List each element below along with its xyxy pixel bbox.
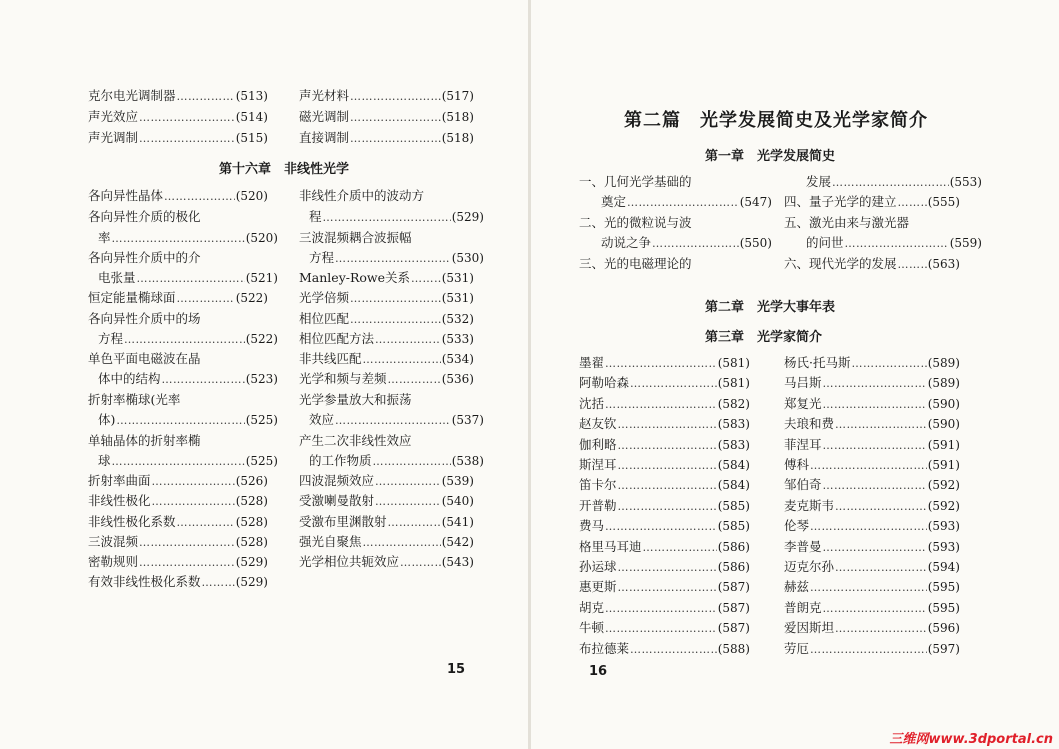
toc-entry[interactable]: 的问世 …………………………………………………………………………………………………………… (559) xyxy=(784,233,982,251)
toc-entry[interactable] xyxy=(88,128,268,146)
toc-entry-title: 孙运球 xyxy=(579,559,617,574)
toc-entry[interactable]: 强光自聚焦 …………………………………………………………………………………………………………… (542) xyxy=(299,532,474,550)
toc-entry[interactable] xyxy=(579,537,750,555)
toc-entry[interactable] xyxy=(784,577,960,595)
toc-entry-title: 爱因斯坦 xyxy=(784,620,835,636)
leader-dots xyxy=(618,500,717,513)
leader-dots xyxy=(618,561,717,574)
toc-entry-title: 声光材料 xyxy=(299,88,350,103)
toc-entry-title: 伦琴 xyxy=(784,518,810,534)
toc-entry[interactable] xyxy=(784,516,960,534)
toc-entry[interactable]: 相位匹配 …………………………………………………………………………………………………………… (532) xyxy=(299,309,474,327)
chapter-16-heading: 第十六章 非线性光学 xyxy=(219,162,350,177)
toc-entry-line: 非线性介质中的波动方 xyxy=(299,188,425,203)
toc-entry-page: (515) xyxy=(235,131,268,145)
leader-dots xyxy=(823,398,927,411)
toc-entry-page: (583) xyxy=(717,417,750,432)
toc-entry[interactable]: 动说之争 …………………………………………………………………………………………………………… (550) xyxy=(579,233,772,251)
toc-entry[interactable]: Manley-Rowe关系 …………………………………………………………………………………………………………… (531) xyxy=(299,268,474,286)
toc-entry-page: (592) xyxy=(927,478,960,493)
leader-dots xyxy=(835,500,927,513)
toc-entry-line: 一、几何光学基础的 xyxy=(579,174,692,189)
toc-entry[interactable] xyxy=(579,455,750,473)
leader-dots xyxy=(618,439,717,452)
toc-entry-page: (593) xyxy=(927,539,960,554)
toc-entry[interactable] xyxy=(299,107,474,125)
leader-dots xyxy=(350,111,441,124)
toc-entry[interactable] xyxy=(784,618,960,636)
toc-entry[interactable]: 恒定能量椭球面 …………………………………………………………………………………………………………… (522) xyxy=(88,288,268,306)
chapter-1-heading: 第一章 光学发展简史 xyxy=(705,149,836,164)
toc-entry-page: (595) xyxy=(927,600,960,615)
toc-entry-title: 声光效应 xyxy=(88,109,139,124)
toc-entry-page: (582) xyxy=(717,396,750,411)
toc-entry[interactable] xyxy=(784,537,960,555)
toc-entry-line: 各向异性介质中的场 xyxy=(88,311,201,326)
leader-dots xyxy=(810,520,927,533)
toc-entry-title: 夫琅和费 xyxy=(784,416,835,432)
leader-dots xyxy=(810,581,927,594)
toc-entry-title: 邹伯奇 xyxy=(784,477,822,493)
toc-entry-page: (584) xyxy=(717,478,750,493)
toc-entry-title: 李普曼 xyxy=(784,538,822,554)
toc-entry-page: (585) xyxy=(717,519,750,534)
toc-entry-title: 惠更斯 xyxy=(579,579,617,595)
toc-entry-page: (517) xyxy=(441,89,474,103)
toc-entry-title: 胡克 xyxy=(579,599,605,615)
toc-entry[interactable] xyxy=(784,475,960,493)
toc-entry[interactable] xyxy=(784,373,960,391)
toc-entry-page: (586) xyxy=(717,560,750,574)
toc-entry-title: 赵友钦 xyxy=(579,416,617,432)
toc-entry[interactable]: 四波混频效应 …………………………………………………………………………………………………………… (539) xyxy=(299,471,474,489)
leader-dots xyxy=(630,377,717,390)
toc-entry-page: (596) xyxy=(927,621,960,636)
toc-entry-title: 迈克尔孙 xyxy=(784,559,835,574)
toc-entry-title: 声光调制 xyxy=(88,130,139,145)
leader-dots xyxy=(835,561,927,574)
toc-entry-title: 傅科 xyxy=(784,457,810,472)
part-title: 第二篇 光学发展简史及光学家简介 xyxy=(624,110,928,131)
toc-entry-line: 各向异性介质的极化 xyxy=(88,209,201,224)
toc-entry-line: 光学参量放大和振荡 xyxy=(299,392,412,407)
toc-entry-title: 马吕斯 xyxy=(784,375,822,391)
toc-entry-page: (584) xyxy=(717,458,750,472)
toc-entry[interactable]: 效应 …………………………………………………………………………………………………………… (537) xyxy=(299,410,484,428)
toc-entry-line: 折射率椭球(光率 xyxy=(88,392,181,407)
toc-entry-page: (589) xyxy=(927,376,960,391)
leader-dots xyxy=(605,398,717,411)
toc-entry-page: (518) xyxy=(441,131,474,145)
toc-entry[interactable]: 折射率曲面 …………………………………………………………………………………………………………… (526) xyxy=(88,471,268,489)
toc-entry-title: 克尔电光调制器 xyxy=(88,88,176,103)
leader-dots xyxy=(823,377,927,390)
toc-entry-line: 产生二次非线性效应 xyxy=(299,433,412,448)
toc-entry-page: (591) xyxy=(927,437,960,452)
toc-entry[interactable]: 相位匹配方法 …………………………………………………………………………………………………………… (533) xyxy=(299,329,474,347)
toc-entry[interactable]: 光学和频与差频 …………………………………………………………………………………………………………… (536) xyxy=(299,369,474,387)
toc-entry[interactable] xyxy=(88,107,268,125)
toc-entry-page: (590) xyxy=(927,417,960,432)
toc-entry[interactable] xyxy=(784,639,960,657)
toc-entry-line: 单轴晶体的折射率椭 xyxy=(88,433,201,448)
toc-entry-title: 劳厄 xyxy=(784,640,810,656)
toc-entry-title: 磁光调制 xyxy=(299,109,350,124)
toc-entry[interactable] xyxy=(784,598,960,616)
toc-entry[interactable]: 方程 …………………………………………………………………………………………………………… (530) xyxy=(299,248,484,266)
toc-entry-page: (585) xyxy=(717,498,750,513)
toc-entry-page: (595) xyxy=(927,580,960,595)
toc-entry-title: 杨氏·托马斯 xyxy=(784,355,851,370)
toc-entry[interactable] xyxy=(579,557,750,575)
toc-entry-page: (591) xyxy=(927,458,960,472)
leader-dots xyxy=(823,439,927,452)
toc-entry-title: 沈括 xyxy=(579,395,605,411)
leader-dots xyxy=(810,459,927,472)
toc-entry[interactable] xyxy=(299,128,474,146)
toc-entry[interactable] xyxy=(784,557,960,575)
toc-entry-line: 三波混频耦合波振幅 xyxy=(299,230,412,245)
leader-dots xyxy=(851,357,926,370)
leader-dots xyxy=(177,90,235,103)
leader-dots xyxy=(350,90,441,103)
toc-entry[interactable] xyxy=(579,475,750,493)
toc-entry[interactable]: 密勒规则 …………………………………………………………………………………………………………… (529) xyxy=(88,552,268,570)
toc-entry-title: 布拉德莱 xyxy=(579,640,630,656)
toc-entry[interactable] xyxy=(784,496,960,514)
toc-entry[interactable] xyxy=(579,496,750,514)
leader-dots xyxy=(630,643,717,656)
site-watermark: 三维网www.3dportal.cn xyxy=(889,732,1053,747)
toc-entry[interactable]: 六、现代光学的发展 …………………………………………………………………………………………………………… (563) xyxy=(784,254,960,272)
toc-entry-title: 笛卡尔 xyxy=(579,477,617,493)
leader-dots xyxy=(643,541,717,554)
toc-entry-page: (514) xyxy=(235,110,268,124)
toc-entry-line: 单色平面电磁波在晶 xyxy=(88,351,201,366)
toc-entry-page: (586) xyxy=(717,539,750,554)
toc-entry-title: 郑复光 xyxy=(784,395,822,411)
toc-entry-title: 斯涅耳 xyxy=(579,457,617,472)
toc-entry[interactable]: 有效非线性极化系数 …………………………………………………………………………………………………………… (529) xyxy=(88,572,268,590)
toc-entry[interactable] xyxy=(784,394,960,412)
toc-entry[interactable] xyxy=(579,373,750,391)
leader-dots xyxy=(823,602,927,615)
toc-entry[interactable]: 发展 …………………………………………………………………………………………………………… (553) xyxy=(784,172,982,190)
toc-entry-page: (518) xyxy=(441,110,474,124)
toc-entry[interactable] xyxy=(579,353,750,371)
leader-dots xyxy=(835,622,927,635)
toc-entry[interactable] xyxy=(784,455,960,473)
toc-entry-page: (594) xyxy=(927,560,960,574)
toc-entry[interactable] xyxy=(784,435,960,453)
toc-entry[interactable]: 四、量子光学的建立 …………………………………………………………………………………………………………… (555) xyxy=(784,192,960,210)
toc-entry[interactable] xyxy=(579,618,750,636)
leader-dots xyxy=(618,459,717,472)
leader-dots xyxy=(350,132,441,145)
leader-dots xyxy=(618,479,717,492)
leader-dots xyxy=(605,602,717,615)
page-number-left: 15 xyxy=(447,662,466,677)
page-number-right: 16 xyxy=(589,664,608,679)
toc-entry[interactable] xyxy=(299,86,474,104)
toc-entry-line: 各向异性介质中的介 xyxy=(88,250,201,265)
toc-entry[interactable]: 方程 …………………………………………………………………………………………………………… (522) xyxy=(88,329,278,347)
toc-entry-page: (587) xyxy=(717,621,750,636)
toc-entry[interactable]: 各向异性晶体 …………………………………………………………………………………………………………… (520) xyxy=(88,186,268,204)
toc-entry-title: 伽利略 xyxy=(579,436,617,452)
leader-dots xyxy=(605,622,717,635)
toc-entry-page: (587) xyxy=(717,580,750,595)
leader-dots xyxy=(139,132,235,145)
toc-entry-page: (589) xyxy=(927,356,960,370)
toc-entry[interactable]: 光学相位共轭效应 …………………………………………………………………………………………………………… (543) xyxy=(299,552,474,570)
toc-entry[interactable] xyxy=(579,639,750,657)
toc-entry[interactable]: 的工作物质 …………………………………………………………………………………………………………… (538) xyxy=(299,451,484,469)
toc-entry[interactable]: 电张量 …………………………………………………………………………………………………………… (521) xyxy=(88,268,278,286)
toc-entry-page: (590) xyxy=(927,396,960,411)
toc-entry-page: (592) xyxy=(927,498,960,513)
toc-entry-line: 二、光的微粒说与波 xyxy=(579,215,692,230)
toc-entry[interactable]: 体) …………………………………………………………………………………………………………… (525) xyxy=(88,410,278,428)
toc-entry[interactable] xyxy=(579,394,750,412)
toc-entry-page: (513) xyxy=(235,89,268,103)
toc-entry[interactable]: 非线性极化系数 …………………………………………………………………………………………………………… (528) xyxy=(88,512,268,530)
leader-dots xyxy=(605,520,717,533)
toc-entry-page: (587) xyxy=(717,600,750,615)
toc-entry-page: (581) xyxy=(717,356,750,370)
toc-entry[interactable] xyxy=(579,414,750,432)
toc-entry[interactable] xyxy=(579,516,750,534)
toc-entry-page: (583) xyxy=(717,437,750,452)
toc-entry-page: (597) xyxy=(927,641,960,656)
toc-entry[interactable]: 光学倍频 …………………………………………………………………………………………………………… (531) xyxy=(299,288,474,306)
toc-entry[interactable]: 受激布里渊散射 …………………………………………………………………………………………………………… (541) xyxy=(299,512,474,530)
leader-dots xyxy=(823,479,927,492)
toc-entry[interactable]: 三波混频 …………………………………………………………………………………………………………… (528) xyxy=(88,532,268,550)
toc-entry[interactable] xyxy=(88,86,268,104)
toc-entry-title: 开普勒 xyxy=(579,497,617,513)
toc-entry[interactable]: 体中的结构 …………………………………………………………………………………………………………… (523) xyxy=(88,369,278,387)
toc-entry[interactable] xyxy=(579,435,750,453)
toc-entry-title: 赫兹 xyxy=(784,579,810,595)
toc-entry-line: 三、光的电磁理论的 xyxy=(579,256,692,271)
toc-entry[interactable]: 非线性极化 …………………………………………………………………………………………………………… (528) xyxy=(88,491,268,509)
toc-entry[interactable]: 受激喇曼散射 …………………………………………………………………………………………………………… (540) xyxy=(299,491,474,509)
chapter-3-heading: 第三章 光学家简介 xyxy=(705,330,823,345)
leader-dots xyxy=(835,418,927,431)
chapter-2-heading: 第二章 光学大事年表 xyxy=(705,300,836,315)
toc-entry-title: 费马 xyxy=(579,518,605,534)
toc-entry-line: 五、激光由来与激光器 xyxy=(784,215,910,230)
toc-entry-page: (588) xyxy=(717,641,750,656)
toc-entry-title: 麦克斯韦 xyxy=(784,497,835,513)
toc-entry-title: 菲涅耳 xyxy=(784,436,822,452)
toc-entry[interactable] xyxy=(579,598,750,616)
toc-entry-title: 直接调制 xyxy=(299,130,350,145)
toc-entry-title: 墨翟 xyxy=(579,355,605,370)
toc-entry[interactable]: 率 …………………………………………………………………………………………………………… (520) xyxy=(88,228,278,246)
toc-entry[interactable]: 程 …………………………………………………………………………………………………………… (529) xyxy=(299,207,484,225)
toc-entry[interactable] xyxy=(784,414,960,432)
toc-entry[interactable]: 非共线匹配 …………………………………………………………………………………………………………… (534) xyxy=(299,349,474,367)
toc-entry[interactable] xyxy=(784,353,960,371)
toc-entry-title: 格里马耳迪 xyxy=(579,538,642,554)
leader-dots xyxy=(139,111,235,124)
toc-entry-title: 牛顿 xyxy=(579,620,605,636)
toc-entry-page: (593) xyxy=(927,519,960,534)
toc-entry-page: (581) xyxy=(717,376,750,391)
leader-dots xyxy=(618,581,717,594)
leader-dots xyxy=(810,643,927,656)
toc-entry-title: 普朗克 xyxy=(784,599,822,615)
leader-dots xyxy=(618,418,717,431)
leader-dots xyxy=(823,541,927,554)
toc-entry[interactable]: 奠定 …………………………………………………………………………………………………………… (547) xyxy=(579,192,772,210)
toc-entry[interactable] xyxy=(579,577,750,595)
leader-dots xyxy=(605,357,717,370)
toc-entry[interactable]: 球 …………………………………………………………………………………………………………… (525) xyxy=(88,451,278,469)
toc-entry-title: 阿勒哈森 xyxy=(579,375,630,391)
